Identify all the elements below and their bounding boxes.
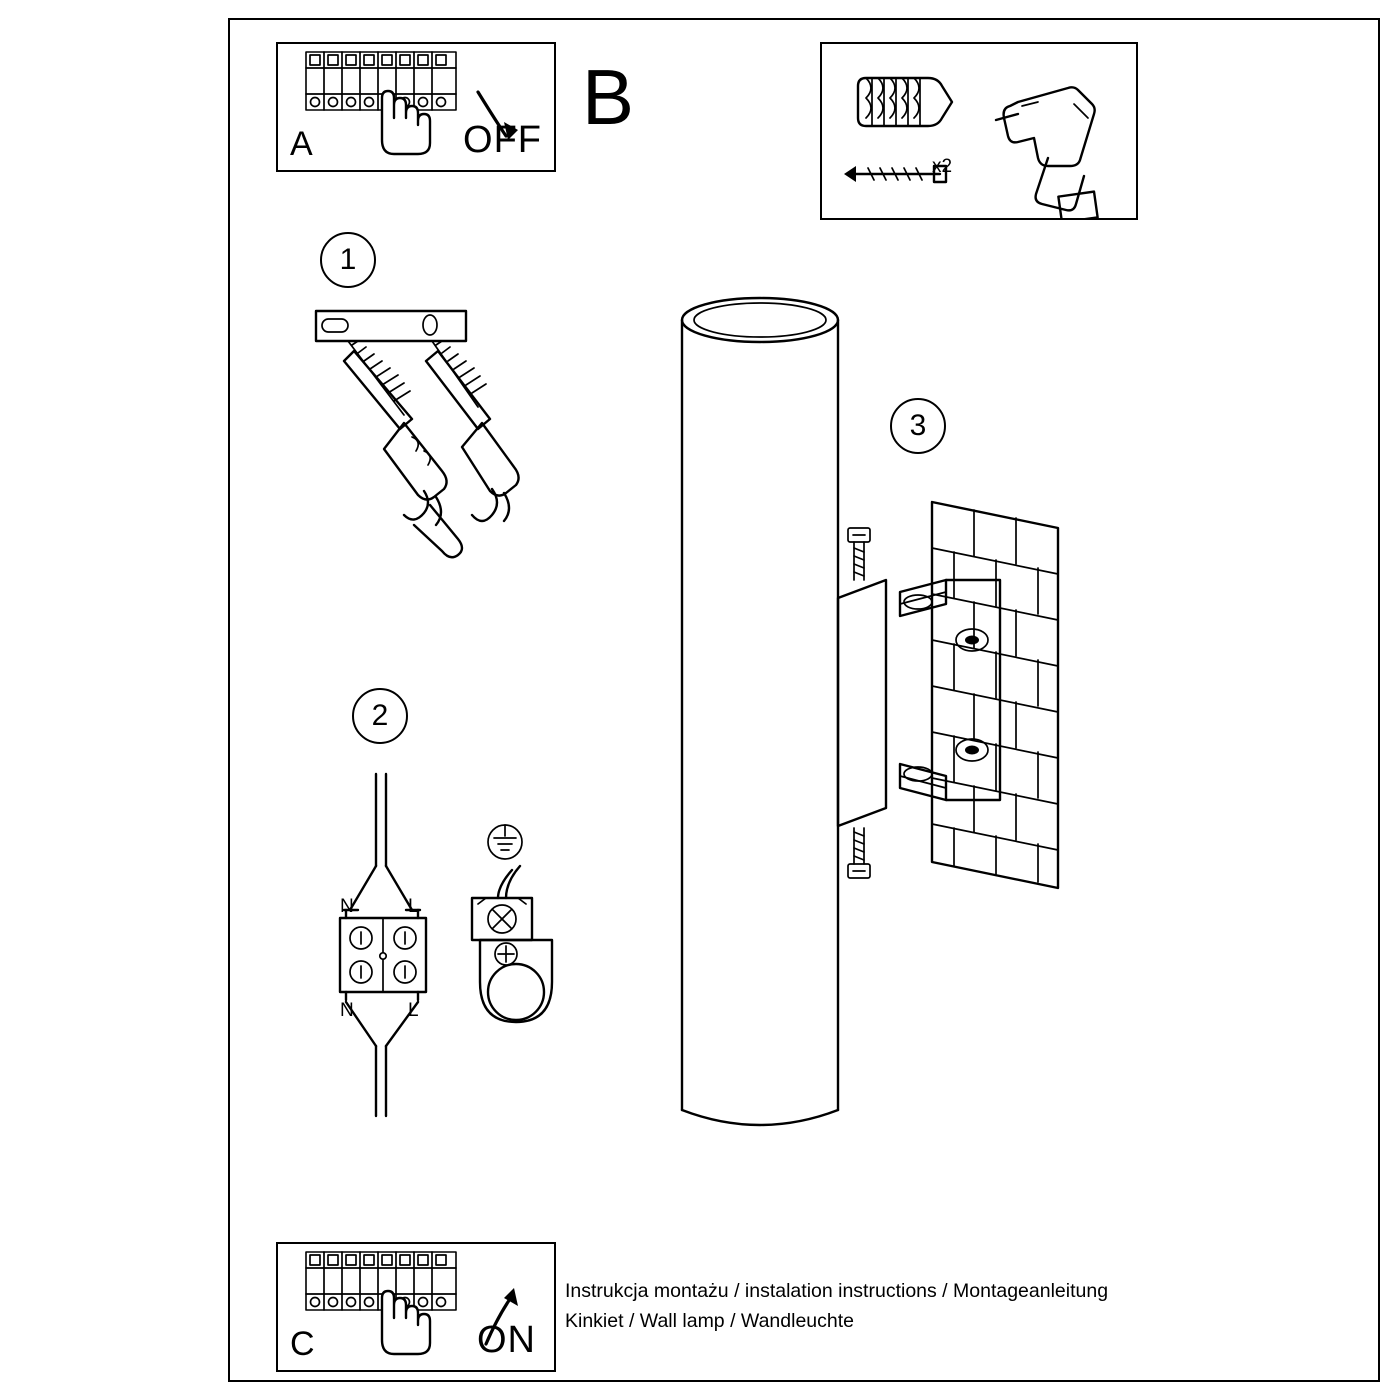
step-1-illustration [300, 295, 620, 605]
panel-a-letter: A [290, 125, 313, 163]
panel-a-label: OFF [463, 119, 542, 161]
terminal-label-n-top: N [340, 896, 354, 917]
step-1-badge: 1 [320, 232, 376, 288]
tools-illustration [822, 44, 1136, 218]
tools-quantity-label: x2 [932, 156, 953, 177]
wall-plug-icon [858, 78, 952, 126]
terminal-label-n-bottom: N [340, 1000, 354, 1021]
panel-c-power-on [276, 1242, 556, 1372]
panel-tools [820, 42, 1138, 220]
earth-symbol-icon [488, 825, 522, 859]
document-caption [565, 1276, 1108, 1336]
caption-line-1: Instrukcja montażu / instalation instructions / Montageanleitung [565, 1280, 1109, 1302]
panel-b-letter: B [582, 53, 635, 141]
terminal-label-l-bottom: L [408, 1000, 419, 1021]
bracket-bottom-screw-icon [848, 828, 870, 878]
brick-wall [932, 502, 1058, 888]
panel-c-letter: C [290, 1325, 315, 1363]
panel-a-power-off [276, 42, 556, 172]
drill-icon [996, 87, 1098, 218]
step-3-badge: 3 [890, 398, 946, 454]
screw-icon [844, 166, 946, 182]
terminal-label-l-top: L [408, 896, 419, 917]
panel-c-label: ON [477, 1319, 536, 1361]
step-2-illustration [320, 770, 600, 1120]
step-3-illustration [650, 280, 1110, 1160]
caption-line-2: Kinkiet / Wall lamp / Wandleuchte [565, 1310, 855, 1332]
earth-clamp-icon [472, 898, 552, 1022]
step-2-badge: 2 [352, 688, 408, 744]
bracket-top-screw-icon [848, 528, 870, 580]
